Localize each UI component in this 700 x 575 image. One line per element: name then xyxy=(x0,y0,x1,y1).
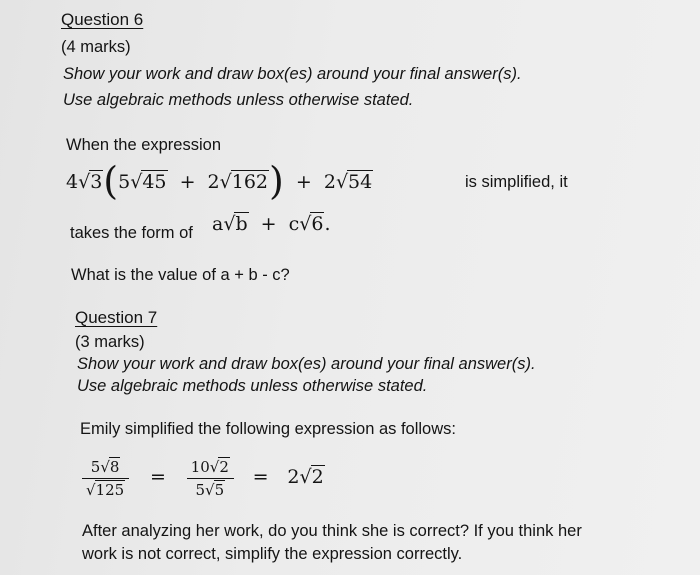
question-6-instruction-1: Show your work and draw box(es) around your final answer(s). xyxy=(63,65,522,83)
coefficient: 2 xyxy=(207,171,220,193)
radicand: 2 xyxy=(219,458,229,476)
radicand: 45 xyxy=(142,171,167,193)
question-7-prompt-2: work is not correct, simplify the expression correctly. xyxy=(82,545,463,563)
plus-sign: + xyxy=(179,171,196,193)
plus-sign: + xyxy=(260,213,277,235)
left-paren: ( xyxy=(103,159,119,203)
radical: √2 xyxy=(299,465,324,488)
radical: √162 xyxy=(219,171,268,193)
question-6-intro: When the expression xyxy=(66,136,222,154)
coefficient: 5 xyxy=(195,481,205,499)
radical: √5 xyxy=(205,481,225,499)
radicand: 2 xyxy=(311,465,324,488)
right-paren: ) xyxy=(269,159,284,203)
question-7-instruction-2: Use algebraic methods unless otherwise stated. xyxy=(77,377,428,395)
question-7-prompt-1: After analyzing her work, do you think she is correct? If you think her xyxy=(82,522,582,540)
question-7-instruction-1: Show your work and draw box(es) around your final answer(s). xyxy=(77,355,536,373)
fraction-denominator xyxy=(82,479,129,499)
radicand: 8 xyxy=(109,458,120,476)
fraction-numerator xyxy=(82,458,129,479)
radical: √8 xyxy=(100,458,120,476)
question-6-title: Question 6 xyxy=(61,10,144,29)
fraction-intermediate xyxy=(187,458,234,499)
question-6-form-expression xyxy=(212,213,331,235)
fraction-original xyxy=(82,458,129,499)
question-7-marks: (3 marks) xyxy=(75,333,145,351)
radical: √125 xyxy=(86,481,125,499)
period: . xyxy=(324,213,331,235)
variable-c: c xyxy=(288,213,300,235)
plus-sign: + xyxy=(295,171,312,193)
radicand: 162 xyxy=(231,171,268,193)
coefficient: 4 xyxy=(66,171,79,193)
question-7-work xyxy=(82,458,325,499)
radical: √45 xyxy=(130,171,167,193)
fraction-numerator xyxy=(187,458,234,479)
question-6-question: What is the value of a + b - c? xyxy=(71,266,290,284)
radical: √54 xyxy=(335,171,373,193)
question-6-instruction-2: Use algebraic methods unless otherwise stated. xyxy=(63,91,414,109)
question-7-title: Question 7 xyxy=(75,308,158,327)
radical: √b xyxy=(223,213,248,235)
radical: √3 xyxy=(78,171,103,193)
coefficient: 5 xyxy=(118,171,131,193)
question-7-intro: Emily simplified the following expression as follows: xyxy=(80,420,456,438)
variable-b: b xyxy=(235,213,248,235)
coefficient: 10 xyxy=(190,458,210,476)
radical: √2 xyxy=(209,458,229,476)
fraction-denominator xyxy=(187,479,234,499)
question-6-expression xyxy=(66,159,373,203)
variable-a: a xyxy=(212,213,224,235)
coefficient: 5 xyxy=(90,458,101,476)
radicand: 54 xyxy=(348,171,373,193)
question-6-form-text: takes the form of xyxy=(70,224,193,242)
question-6-after-expression: is simplified, it xyxy=(465,173,568,191)
equals-sign: = xyxy=(252,465,269,488)
result xyxy=(287,466,324,488)
radicand: 5 xyxy=(214,481,225,499)
radicand: 6 xyxy=(311,213,324,235)
coefficient: 2 xyxy=(287,465,300,488)
coefficient: 2 xyxy=(323,171,336,193)
radicand: 125 xyxy=(95,481,125,499)
equals-sign: = xyxy=(149,465,166,488)
radical: √6 xyxy=(299,213,324,235)
radicand: 3 xyxy=(90,171,103,193)
question-6-marks: (4 marks) xyxy=(61,38,131,56)
